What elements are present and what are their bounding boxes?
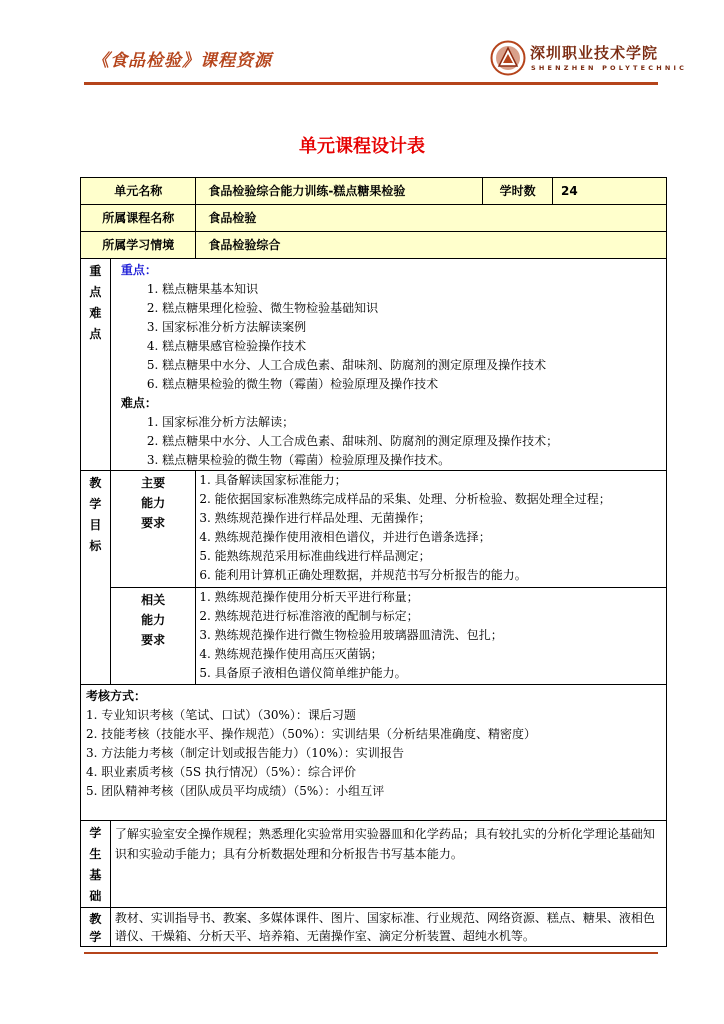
assessment-row: [81, 685, 667, 821]
list-item: 4. 职业素质考核（5S 执行情况）（5%）：综合评价: [86, 765, 356, 779]
assessment-content: [81, 685, 667, 821]
header-divider: [84, 82, 658, 85]
list-item: 2. 熟练规范进行标准溶液的配制与标定；: [199, 609, 419, 623]
student-basis-row: [81, 821, 667, 908]
key-points-row: [81, 259, 667, 471]
list-item: 5. 具备原子液相色谱仪简单维护能力。: [199, 666, 407, 680]
list-item: 6. 能利用计算机正确处理数据，并规范书写分析报告的能力。: [199, 568, 527, 582]
page-title: 单元课程设计表: [299, 136, 425, 157]
related-ability-list: [196, 588, 667, 685]
list-item: 6. 糕点糖果检验的微生物（霉菌）检验原理及操作技术: [146, 377, 439, 391]
footer-divider: [84, 952, 658, 954]
situation-row: [81, 232, 667, 259]
list-item: 5. 能熟练规范采用标准曲线进行样品测定；: [199, 549, 431, 563]
teaching-label: [81, 908, 111, 947]
list-item: 1. 专业知识考核（笔试、口试）（30%）：课后习题: [86, 708, 356, 722]
student-basis-label: [81, 821, 111, 908]
list-item: 3. 糕点糖果检验的微生物（霉菌）检验原理及操作技术。: [146, 453, 451, 467]
main-ability-list: [196, 471, 667, 588]
course-resource-title: 《食品检验》课程资源: [92, 51, 272, 71]
list-item: 2. 能依据国家标准熟练完成样品的采集、处理、分析检验、数据处理全过程；: [199, 492, 611, 506]
list-item: 1. 国家标准分析方法解读；: [146, 415, 295, 429]
teaching-row: [81, 908, 667, 947]
list-item: 1. 糕点糖果基本知识: [146, 282, 259, 296]
objectives-label: [81, 471, 111, 685]
unit-name-label: 单元名称: [81, 178, 196, 205]
main-ability-row: [81, 471, 667, 588]
key-points-content: [110, 259, 666, 471]
list-item: 3. 方法能力考核（制定计划或报告能力）（10%）：实训报告: [86, 746, 404, 760]
school-name-cn: 深圳职业技术学院: [530, 44, 659, 62]
list-item: 3. 熟练规范操作进行样品处理、无菌操作；: [199, 511, 431, 525]
objectives-label-text: 教学目标: [89, 476, 102, 553]
course-label: 所属课程名称: [81, 205, 196, 232]
list-item: 1. 具备解读国家标准能力；: [199, 473, 347, 487]
key-points-label: [81, 259, 111, 471]
hours-label: 学时数: [483, 178, 553, 205]
unit-name-row: [81, 178, 667, 205]
list-item: 1. 熟练规范操作使用分析天平进行称量；: [199, 590, 419, 604]
unit-name-value: 食品检验综合能力训练-糕点糖果检验: [196, 178, 483, 205]
course-value: 食品检验: [196, 205, 667, 232]
list-item: 2. 糕点糖果中水分、人工合成色素、甜味剂、防腐剂的测定原理及操作技术；: [146, 434, 559, 448]
related-ability-label-text: 相关能力要求: [141, 593, 166, 647]
difficult-points-head: 难点：: [120, 396, 157, 410]
school-emblem-icon: [490, 40, 526, 76]
hours-value: 24: [553, 178, 667, 205]
key-points-head: 重点：: [120, 263, 157, 277]
list-item: 3. 国家标准分析方法解读案例: [146, 320, 307, 334]
list-item: 4. 熟练规范操作使用高压灭菌锅；: [199, 647, 383, 661]
student-basis-label-text: 学生基础: [89, 826, 102, 903]
list-item: 5. 团队精神考核（团队成员平均成绩）（5%）：小组互评: [86, 784, 385, 798]
main-ability-label-text: 主要能力要求: [141, 476, 166, 530]
teaching-label-text: 教学: [89, 912, 102, 944]
student-basis-text: 了解实验室安全操作规程；熟悉理化实验常用实验器皿和化学药品；具有较扎实的分析化学理论基础知识和实验动手能力；具有分析数据处理和分析报告书写基本能力。: [110, 821, 666, 908]
related-ability-row: [81, 588, 667, 685]
teaching-text: 教材、实训指导书、教案、多媒体课件、图片、国家标准、行业规范、网络资源、糕点、糖果、液相色谱仪、干燥箱、分析天平、培养箱、无菌操作室、滴定分析装置、超纯水机等。: [110, 908, 666, 947]
list-item: 5. 糕点糖果中水分、人工合成色素、甜味剂、防腐剂的测定原理及操作技术: [146, 358, 547, 372]
course-design-table: [80, 177, 667, 947]
assessment-head: 考核方式：: [86, 689, 147, 703]
list-item: 4. 糕点糖果感官检验操作技术: [146, 339, 307, 353]
situation-value: 食品检验综合: [196, 232, 667, 259]
main-ability-label: [110, 471, 196, 588]
school-name-en: SHENZHEN POLYTECHNIC: [531, 64, 688, 72]
key-points-label-text: 重点难点: [89, 264, 102, 341]
list-item: 3. 熟练规范操作进行微生物检验用玻璃器皿清洗、包扎；: [199, 628, 503, 642]
related-ability-label: [110, 588, 196, 685]
situation-label: 所属学习情境: [81, 232, 196, 259]
course-row: [81, 205, 667, 232]
list-item: 2. 糕点糖果理化检验、微生物检验基础知识: [146, 301, 379, 315]
list-item: 2. 技能考核（技能水平、操作规范）（50%）：实训结果（分析结果准确度、精密度）: [86, 727, 536, 741]
list-item: 4. 熟练规范操作使用液相色谱仪，并进行色谱条选择；: [199, 530, 491, 544]
